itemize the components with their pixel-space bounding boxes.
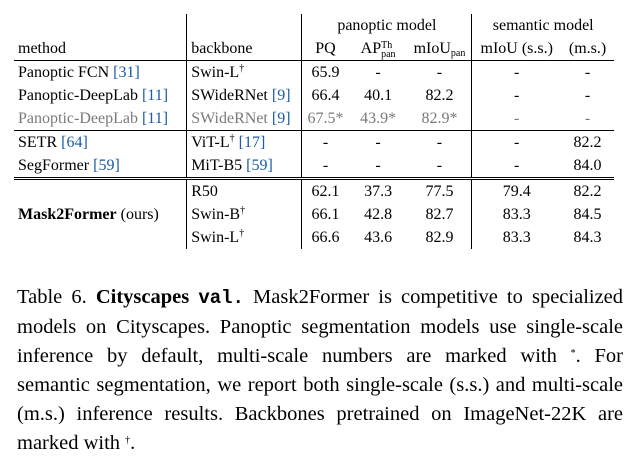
ms-cell: 84.0 <box>561 154 614 179</box>
pq-cell: 66.4 <box>311 86 340 104</box>
method-cell: SETR [64] <box>14 131 187 155</box>
pq-cell: 65.9 <box>311 63 340 81</box>
pq-cell: 66.6 <box>311 228 340 246</box>
caption-title-mono: val. <box>198 287 244 309</box>
ss-cell: - <box>514 86 520 104</box>
ms-cell: 84.3 <box>573 228 602 246</box>
caption-text-3: . <box>130 432 136 454</box>
col-miou-ss: mIoU (s.s.) <box>472 37 561 61</box>
col-ap: AP Th pan <box>349 37 408 61</box>
caption-title: Cityscapes <box>95 286 190 308</box>
caption-text-1: Mask2Former is competitive to specialized models on Cityscapes. Panoptic segmentation models use single-scale inference by default, multi-scale numbers are marked with <box>17 286 624 367</box>
ms-cell: 82.2 <box>573 133 602 151</box>
col-backbone: backbone <box>187 37 302 61</box>
ms-cell: - <box>584 86 591 104</box>
ss-cell: - <box>472 107 561 131</box>
ap-cell: 37.3 <box>364 182 393 200</box>
group-header-row <box>14 14 614 37</box>
table-row <box>14 179 614 204</box>
table-row <box>14 154 614 179</box>
ss-cell: 79.4 <box>502 182 531 200</box>
ss-cell: 83.3 <box>502 228 531 246</box>
backbone-cell: Swin-B† <box>187 203 302 226</box>
results-table-container <box>14 14 614 249</box>
ms-cell: 84.5 <box>573 205 602 223</box>
ms-cell: - <box>584 63 591 81</box>
ap-cell: 43.6 <box>364 228 393 246</box>
pq-cell: 66.1 <box>311 205 340 223</box>
ap-cell: - <box>375 63 381 81</box>
table-row <box>14 61 614 85</box>
ours-method-cell: Mask2Former (ours) <box>14 179 187 250</box>
pq-cell: 67.5* <box>302 107 349 131</box>
col-method: method <box>14 37 187 61</box>
backbone-cell: SWideRNet [9] <box>187 84 302 107</box>
table-row <box>14 131 614 155</box>
caption-dagger: † <box>125 435 131 446</box>
method-cell: Panoptic-DeepLab [11] <box>14 84 187 107</box>
miou-cell: - <box>408 131 472 155</box>
pq-cell: - <box>302 154 349 179</box>
backbone-cell: MiT-B5 [59] <box>187 154 302 179</box>
method-cell: Panoptic FCN [31] <box>14 61 187 85</box>
col-pq: PQ <box>302 37 349 61</box>
ss-cell: 83.3 <box>502 205 531 223</box>
caption-star: * <box>570 348 576 359</box>
panoptic-group-header: panoptic model <box>337 16 437 34</box>
pq-cell: - <box>322 133 329 151</box>
column-header-row <box>14 37 614 61</box>
table-caption <box>17 283 623 458</box>
ss-cell: - <box>472 154 561 179</box>
col-miou-pan: mIoU$_{pan}$ <box>408 37 472 61</box>
caption-text-2: . For semantic segmentation, we report both single-scale (s.s.) and multi-scale (m.s.) inference results. Backbones pretrained on ImageNet-22K are marked with <box>17 345 624 454</box>
ap-cell: - <box>349 154 408 179</box>
pq-cell: 62.1 <box>311 182 340 200</box>
ap-cell: 42.8 <box>364 205 393 223</box>
ms-cell: 82.2 <box>573 182 602 200</box>
col-miou-ms: (m.s.) <box>561 37 614 61</box>
miou-cell: 82.7 <box>408 203 472 226</box>
table-row <box>14 84 614 107</box>
miou-cell: 82.9 <box>408 226 472 249</box>
backbone-cell: ViT-L† [17] <box>187 131 302 155</box>
table-row <box>14 107 614 131</box>
miou-cell: - <box>408 61 472 85</box>
miou-cell: 82.2 <box>408 84 472 107</box>
ss-cell: - <box>514 63 520 81</box>
ap-cell: - <box>375 133 381 151</box>
method-cell: Panoptic-DeepLab [11] <box>14 107 187 131</box>
semantic-group-header: semantic model <box>492 16 594 34</box>
backbone-cell: SWideRNet [9] <box>187 107 302 131</box>
method-cell: SegFormer [59] <box>14 154 187 179</box>
backbone-cell: Swin-L† <box>187 61 302 85</box>
miou-cell: 77.5 <box>408 179 472 204</box>
ap-cell: 43.9* <box>349 107 408 131</box>
caption-label: Table 6. <box>17 286 87 308</box>
backbone-cell: Swin-L† <box>187 226 302 249</box>
results-table <box>14 14 614 249</box>
miou-cell: 82.9* <box>408 107 472 131</box>
ss-cell: - <box>514 133 520 151</box>
miou-cell: - <box>408 154 472 179</box>
backbone-cell: R50 <box>187 179 302 204</box>
ap-cell: 40.1 <box>364 86 393 104</box>
ms-cell: - <box>561 107 614 131</box>
